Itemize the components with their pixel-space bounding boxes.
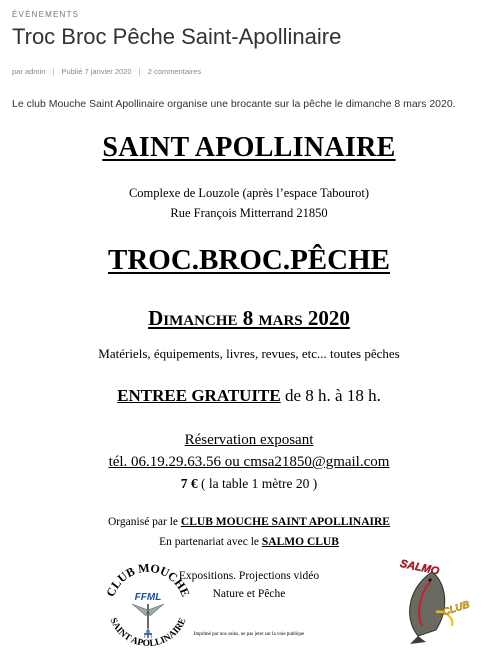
flyer-partner-name: SALMO CLUB [261, 536, 339, 548]
flyer-print-note: Imprimé par nos soins, ne pas jeter sur la voie publique [193, 632, 305, 637]
flyer-items: Matériels, équipements, livres, revues, etc... toutes pêches [98, 346, 400, 361]
club-mouche-logo-bottom-text: SAINT APOLLINAIRE [107, 616, 189, 648]
club-mouche-logo-top-text: CLUB MOUCHE [103, 560, 193, 599]
flyer-entry-free: ENTREE GRATUITE [117, 386, 281, 405]
club-mouche-logo [100, 560, 196, 648]
post-title[interactable]: Troc Broc Pêche Saint-Apollinaire [12, 24, 342, 49]
flyer-entry [0, 386, 498, 406]
meta-separator: | [138, 67, 141, 76]
flyer-address: Rue François Mitterrand 21850 [170, 206, 328, 220]
flyer-contact: tél. 06.19.29.63.56 ou cmsa21850@gmail.com [108, 454, 390, 470]
ffml-badge: FFML [134, 592, 162, 603]
flyer-entry-hours: de 8 h. à 18 h. [280, 386, 381, 405]
author-link[interactable]: admin [24, 67, 46, 76]
flyer-price-amount: 7 € [180, 476, 198, 491]
flyer-date: Dimanche 8 mars 2020 [148, 306, 350, 330]
event-flyer-image [0, 120, 498, 658]
flyer-venue: Complexe de Louzole (après l’espace Tabourot) [128, 186, 370, 200]
flyer-organizer-prefix: Organisé par le [108, 516, 181, 528]
author-prefix: par [12, 67, 23, 76]
flyer-price [0, 476, 498, 492]
flyer-organizer-name: CLUB MOUCHE SAINT APOLLINAIRE [180, 516, 390, 528]
post-category[interactable]: ÉVÉNEMENTS [12, 10, 80, 19]
flyer-event-name: TROC.BROC.PÊCHE [108, 244, 390, 276]
published-date-link[interactable]: Publié 7 janvier 2020 [61, 67, 132, 76]
meta-separator: | [52, 67, 55, 76]
flyer-city: SAINT APOLLINAIRE [102, 132, 396, 163]
flyer-partner-prefix: En partenariat avec le [159, 536, 262, 548]
post-intro: Le club Mouche Saint Apollinaire organise une brocante sur la pêche le dimanche 8 mars 2020. [12, 98, 456, 110]
post-meta [12, 67, 201, 76]
flyer-partner [0, 536, 498, 548]
flyer-reservation: Réservation exposant [184, 432, 314, 448]
comments-link[interactable]: 2 commentaires [147, 67, 202, 76]
salmo-logo-bottom-text: CLUB [441, 599, 472, 619]
flyer-organizer [0, 516, 498, 528]
salmo-club-logo [396, 556, 476, 644]
flyer-nature: Nature et Pêche [212, 588, 286, 600]
salmo-logo-top-text: SALMO [398, 557, 441, 578]
flyer-price-detail: ( la table 1 mètre 20 ) [197, 476, 318, 491]
flyer-expo: Expositions. Projections vidéo [178, 570, 320, 582]
